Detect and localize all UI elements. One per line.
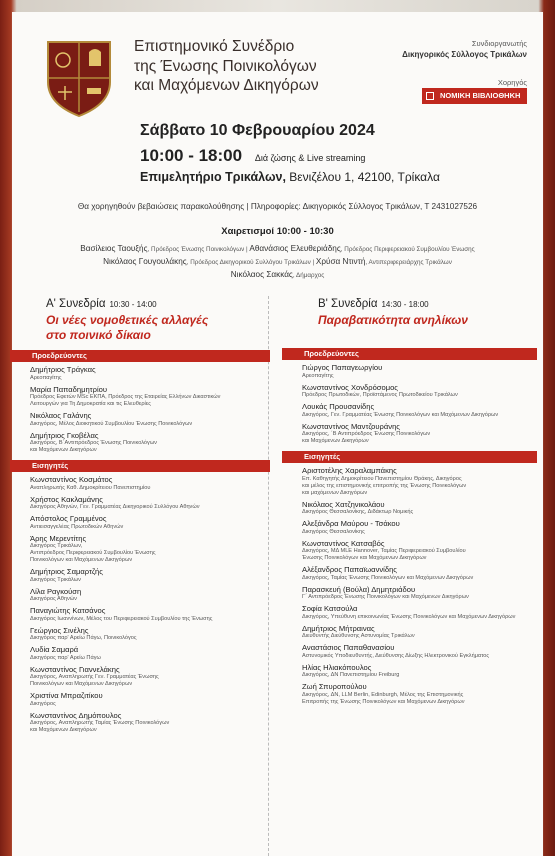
conference-title — [134, 37, 374, 96]
person-name: Παναγιώτης Κατσάνος — [30, 606, 106, 615]
session-b-heading — [318, 298, 537, 310]
person-role: και Μαχόμενων Δικηγόρων — [302, 438, 369, 444]
venue-address: Βενιζέλου 1, 42100, Τρίκαλα — [289, 170, 440, 184]
event-date: Σάββατο 10 Φεβρουαρίου 2024 — [140, 122, 375, 139]
person-role: Πρόεδρος Εφετών MSc ΕΚΠΑ, Πρόεδρος της Εταιρείας Ελλήνων Δικαστικών — [30, 394, 221, 400]
person-name: Δημήτριος Μήτραινας — [302, 623, 375, 633]
person-name: Ζωή Σπυροπούλου — [302, 682, 367, 691]
session-a-title-line: Οι νέες νομοθετικές αλλαγές — [46, 313, 209, 327]
person-entry — [302, 682, 537, 706]
title-line: Επιστημονικό Συνέδριο — [134, 38, 295, 55]
person-name: Νικόλαος Χατζηνικολάου — [302, 499, 385, 509]
person-name: Λίλα Ραγκούση — [30, 586, 82, 596]
co-organizer-name: Δικηγορικός Σύλλογος Τρικάλων — [402, 50, 527, 59]
person-entry — [30, 411, 270, 428]
session-b-label: Β' Συνεδρία — [318, 298, 378, 310]
person-role: και μέλος της επιστημονικής επιτροπής της Ένωσης Ποινικολόγων — [302, 482, 467, 489]
session-a-speakers — [30, 475, 270, 734]
sponsor-name: ΝΟΜΙΚΗ ΒΙΒΛΙΟΘΗΚΗ — [440, 91, 521, 100]
person-role: Πρόεδρος Πρωτοδικών, Προϊστάμενος Πρωτοδικείου Τρικάλων — [302, 392, 458, 398]
event-stream: Διά ζώσης & Live streaming — [254, 153, 366, 163]
person-entry — [30, 385, 270, 409]
greeter-name: Νικόλαος Γουγουλάκης — [103, 257, 187, 266]
person-name: Λουκάς Προυσανίδης — [302, 402, 375, 411]
person-entry — [302, 466, 537, 497]
person-role: Ποινικολόγων και Μαχόμενων Δικηγόρων — [30, 681, 133, 687]
person-name: Κωνσταντίνος Γιαννελάκης — [30, 664, 120, 674]
session-a-chairs-bar: Προεδρεύοντες — [10, 350, 270, 362]
greeter-name: Νικόλαος Σακκάς — [230, 270, 293, 279]
person-entry — [302, 422, 537, 446]
session-a-time: 10:30 - 14:00 — [109, 300, 157, 309]
person-name: Κωνσταντίνος Μαντζουράνης — [302, 421, 400, 431]
person-entry — [30, 626, 270, 643]
person-role: Δικηγόρος — [30, 700, 56, 707]
person-name: Δημήτριος Τράγκας — [30, 365, 96, 374]
person-role: και Μαχόμενων Δικηγόρων — [30, 447, 97, 453]
person-name: Απόστολος Γραμμένος — [30, 514, 107, 523]
person-entry — [30, 711, 270, 735]
person-entry — [302, 363, 537, 380]
person-name: Κωνσταντίνος Κατσαβός — [302, 538, 385, 548]
person-role: Δικηγόρος, ΔΝ, LLM Berlin, Edinburgh, Μέλος της Επιστημονικής — [302, 691, 464, 698]
person-role: Δικηγόρος Θεσσαλονίκης, Διδάκτωρ Νομικής — [302, 509, 414, 515]
person-entry — [30, 567, 270, 584]
person-name: Χρήστος Κακλαμάνης — [30, 494, 103, 504]
person-name: Άρης Μερεντίτης — [30, 533, 87, 543]
person-role: Επ. Καθηγητής Δημοκρίτειου Πανεπιστημίου Θράκης, Δικηγόρος — [302, 475, 462, 482]
greeter-role: , Πρόεδρος Ένωσης Ποινικολόγων | — [147, 246, 250, 253]
person-name: Λυδία Σαμαρά — [30, 645, 79, 654]
info-note: Θα χορηγηθούν βεβαιώσεις παρακολούθησης | Πληροφορίες: Δικηγορικός Σύλλογος Τρικάλων, Τ 2431027526 — [77, 202, 478, 211]
person-role: Αρεοπαγίτης — [302, 372, 334, 379]
person-role: Δικηγόρος, ΔΝ Πανεπιστημίου Freiburg — [302, 672, 400, 678]
person-entry — [302, 402, 537, 419]
person-entry — [30, 691, 270, 708]
person-role: Δικηγόρος, Β΄Αντιπρόεδρος Ένωσης Ποινικολόγων — [30, 440, 157, 446]
greeter-name: Χρύσα Ντιντή — [315, 257, 366, 266]
person-role: Δικηγόρος Τρικάλων, — [30, 543, 83, 549]
sponsor-label: Χορηγός — [497, 78, 527, 87]
event-time — [140, 146, 365, 166]
person-role: Ένωσης Ποινικολόγων και Μαχόμενων Δικηγόρων — [302, 555, 427, 561]
venue-name: Επιμελητήριο Τρικάλων, — [140, 170, 286, 184]
person-role: Αστυνομικός Υποδιευθυντής, Διεύθυνσης Δίωξης Ηλεκτρονικού Εγκλήματος — [302, 652, 490, 659]
greeter-name: Βασίλειος Ταουξής — [80, 244, 148, 253]
person-entry — [30, 587, 270, 604]
session-a-title — [46, 313, 270, 343]
person-entry — [30, 431, 270, 455]
session-a — [10, 298, 270, 734]
person-entry — [30, 665, 270, 689]
person-name: Κωνσταντίνος Χονδρόσομος — [302, 382, 398, 392]
person-name: Αναστάσιος Παπαθανασίου — [302, 643, 395, 652]
person-name: Κωνσταντίνος Κοσμάτος — [30, 475, 113, 484]
person-role: Αναπληρωτής Καθ. Δημοκρίτειου Πανεπιστημίου — [30, 484, 151, 491]
sponsor-badge — [422, 88, 527, 104]
person-entry — [302, 500, 537, 517]
person-entry — [302, 624, 537, 641]
person-role: Δικηγόρος, Αναπληρωτής Γεν. Γραμματέας Ένωσης — [30, 674, 159, 680]
person-name: Κωνσταντίνος Δημόπουλος — [30, 710, 122, 720]
person-role: Αρεοπαγίτης — [30, 374, 62, 381]
event-hours: 10:00 - 18:00 — [140, 146, 243, 165]
person-role: Δικηγόρος, Μέλος Διοικητικού Συμβουλίου Ένωσης Ποινικολόγων — [30, 420, 193, 427]
greeter-role: , Δήμαρχος — [292, 272, 325, 279]
person-entry — [30, 606, 270, 623]
person-entry — [302, 383, 537, 400]
person-role: Διευθυντής Διεύθυνσης Αστυνομίας Τρικάλων — [302, 633, 415, 639]
person-entry — [30, 534, 270, 565]
session-b-speakers-bar: Εισηγητές — [282, 451, 537, 463]
person-entry — [302, 539, 537, 563]
session-a-speakers-bar: Εισηγητές — [10, 460, 270, 472]
person-name: Αλέξανδρος Παπαϊωαννίδης — [302, 565, 397, 574]
session-b-speakers — [302, 466, 537, 706]
person-role: Δικηγόρος Αθηνών — [30, 596, 77, 602]
person-role: και Μαχόμενων Δικηγόρων — [30, 727, 97, 733]
person-role: Δικηγόρος, ´Β Αντιπρόεδρος Ένωσης Ποινικολόγων — [302, 431, 431, 437]
session-b-title — [318, 313, 537, 328]
person-entry — [302, 519, 537, 536]
greetings-title: Χαιρετισμοί 10:00 - 10:30 — [221, 226, 334, 237]
person-role: Δικηγόρος παρ' Αρείω Πάγω — [30, 654, 101, 661]
person-role: Δικηγόρος, Αναπληρωτής Ταμίας Ένωσης Ποινικολόγων — [30, 720, 170, 726]
person-role: Ποινικολόγων και Μαχόμενων Δικηγόρων — [30, 557, 133, 563]
person-name: Σοφία Κατσούλα — [302, 604, 358, 613]
session-b-chairs — [302, 363, 537, 445]
person-role: Γ΄ Αντιπρόεδρος Ένωσης Ποινικολόγων και Μαχόμενων Δικηγόρων — [302, 594, 469, 600]
person-role: Δικηγόρος Τρικάλων — [30, 576, 81, 583]
co-organizer-label: Συνδιοργανωτής — [471, 39, 527, 48]
person-entry — [302, 585, 537, 602]
person-name: Νικόλαος Γαλάνης — [30, 411, 92, 420]
person-role: και μαχόμενων Δικηγόρων — [302, 489, 368, 496]
person-name: Αλεξάνδρα Μαύρου - Τσάκου — [302, 519, 400, 528]
person-entry — [30, 475, 270, 492]
session-b-title-line: Παραβατικότητα ανηλίκων — [318, 313, 468, 327]
person-role: Λειτουργών για Τη Δημοκρατία και τις Ελευθερίες — [30, 401, 151, 407]
person-entry — [30, 495, 270, 512]
person-role: Δικηγόρος Ιωαννίνων, Μέλος του Περιφερειακού Συμβουλίου της Ένωσης — [30, 615, 213, 622]
person-entry — [302, 663, 537, 680]
crest-logo-icon — [44, 38, 114, 118]
session-a-heading — [46, 298, 270, 310]
title-line: και Μαχόμενων Δικηγόρων — [134, 77, 319, 94]
person-name: Ηλίας Ηλιακόπουλος — [302, 662, 372, 672]
person-entry — [302, 565, 537, 582]
person-entry — [30, 645, 270, 662]
person-role: Αντιπρόεδρος Περιφερειακού Συμβουλίου Ένωσης — [30, 550, 156, 556]
person-name: Δημήτριος Σαμαρτζής — [30, 567, 103, 576]
event-venue — [140, 170, 440, 184]
title-line: της Ένωσης Ποινικολόγων — [134, 57, 317, 75]
session-b-chairs-bar: Προεδρεύοντες — [282, 348, 537, 360]
person-role: Δικηγόρος, Ταμίας Ένωσης Ποινικολόγων και Μαχόμενων Δικηγόρων — [302, 574, 474, 581]
person-name: Χριστίνα Μπραζιτίκου — [30, 691, 103, 700]
person-entry — [30, 514, 270, 531]
sponsor-logo-icon — [426, 92, 434, 100]
person-role: Δικηγόρος Θεσσαλονίκης — [302, 528, 365, 535]
session-b-time: 14:30 - 18:00 — [381, 300, 429, 309]
person-role: Δικηγόρος, Γεν. Γραμματέας Ένωσης Ποινικολόγων και Μαχόμενων Δικηγόρων — [302, 411, 499, 418]
session-a-title-line: στο ποινικό δίκαιο — [46, 328, 151, 342]
person-name: Αριστοτέλης Χαραλαμπάκης — [302, 466, 397, 475]
person-role: Δικηγόρος παρ' Αρείω Πάγω, Ποινικολόγος — [30, 635, 137, 641]
person-entry — [302, 643, 537, 660]
person-role: Δικηγόρος Αθηνών, Γεν. Γραμματέας Δικηγορικού Συλλόγου Αθηνών — [30, 504, 200, 510]
co-organizer — [402, 38, 527, 60]
person-name: Μαρία Παπαδημητρίου — [30, 384, 108, 394]
person-name: Γιώργος Παπαγεωργίου — [302, 363, 383, 372]
person-role: Δικηγόρος, Υπεύθυνη επικοινωνίας Ένωσης Ποινικολόγων και Μαχόμενων Δικηγόρων — [302, 613, 516, 620]
greetings-list — [20, 243, 535, 282]
greeter-role: , Αντιπεριφερειάρχης Τρικάλων — [365, 259, 452, 266]
session-a-chairs — [30, 365, 270, 454]
person-role: Αντιεισαγγελέας Πρωτοδικών Αθηνών — [30, 523, 124, 530]
greeter-role: , Πρόεδρος Περιφερειακού Συμβουλίου Ένωσης — [340, 246, 475, 253]
person-role: Επιτροπής της Ένωσης Ποινικολόγων και Μαχόμενων Δικηγόρων — [302, 698, 465, 705]
greeter-name: Αθανάσιος Ελευθεριάδης — [249, 244, 341, 253]
greeter-role: , Πρόεδρος Δικηγορικού Συλλόγου Τρικάλων | — [186, 259, 316, 266]
person-role: Δικηγόρος, ΜΔ MLE Hannover, Ταμίας Περιφερειακού Συμβουλίου — [302, 548, 466, 554]
session-b — [282, 298, 537, 706]
session-a-label: Α' Συνεδρία — [46, 298, 106, 310]
person-name: Δημήτριος Γκοβέλας — [30, 430, 99, 440]
person-name: Παρασκευή (Βούλα) Δημητριάδου — [302, 584, 416, 594]
person-name: Γεώργιος Σινέλης — [30, 625, 89, 635]
person-entry — [30, 365, 270, 382]
person-entry — [302, 604, 537, 621]
